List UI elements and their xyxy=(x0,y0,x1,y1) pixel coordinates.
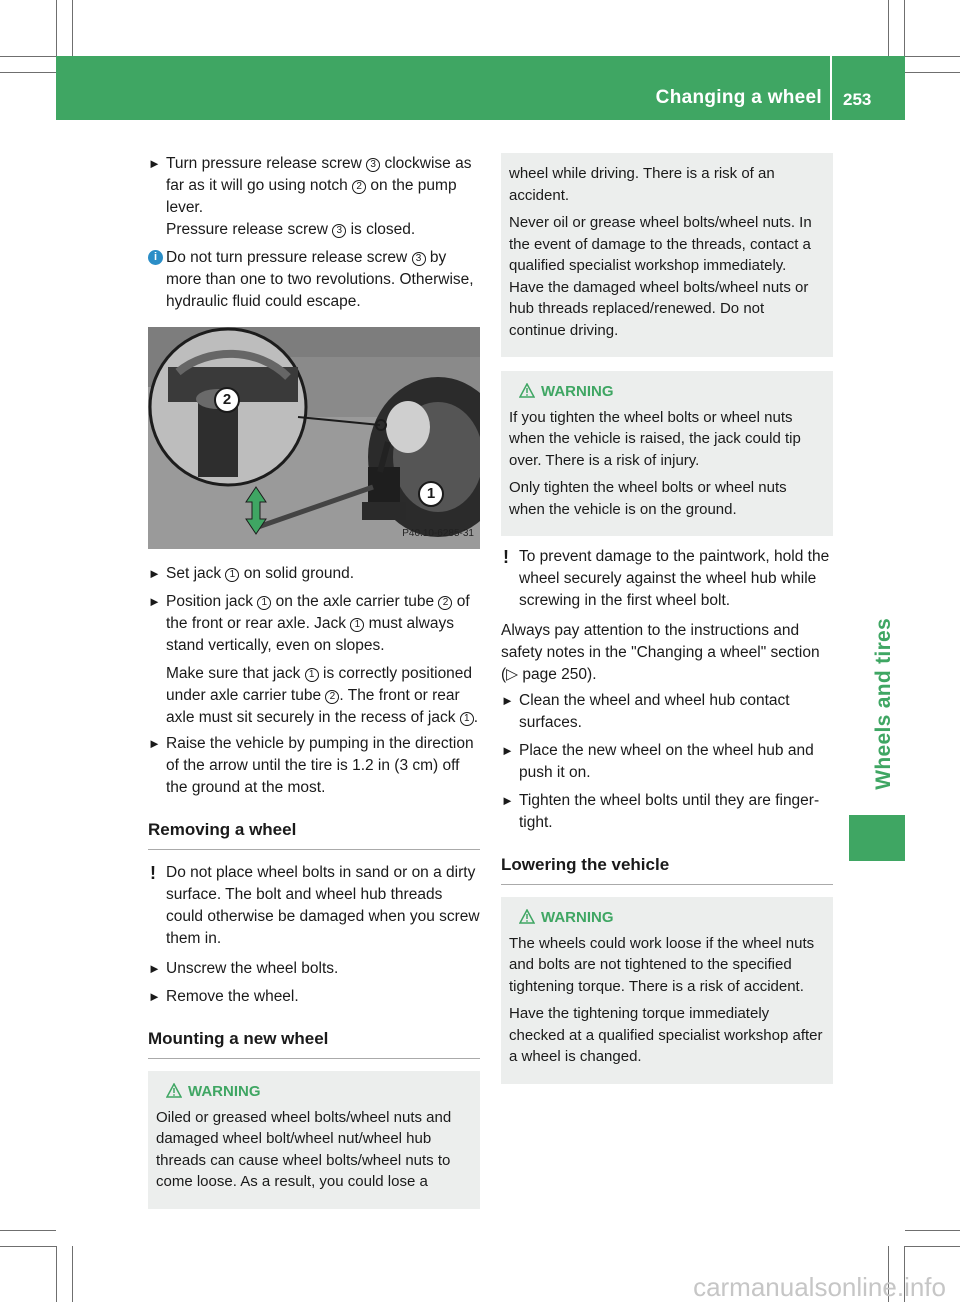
step-item: ► Place the new wheel on the wheel hub and push it on. xyxy=(501,742,814,781)
section-heading: Mounting a new wheel xyxy=(148,1020,480,1059)
step-arrow-icon: ► xyxy=(501,743,514,758)
warning-box: WARNING Oiled or greased wheel bolts/wheel nuts and damaged wheel bolt/wheel nut/wheel hub threads can cause wheel bolts/wheel nuts to come loose. As a result, you could lose a xyxy=(148,1071,480,1209)
step-detail: Make sure that jack 1 is correctly positioned under axle carrier tube 2 . The front or rear axle must sit securely in the recess of jack 1 . xyxy=(166,665,479,726)
crop-mark xyxy=(56,1246,57,1302)
callout-number: 1 xyxy=(257,596,271,610)
callout-number: 3 xyxy=(366,158,380,172)
page-title: Changing a wheel xyxy=(655,87,822,108)
crop-mark xyxy=(0,1246,56,1247)
step-arrow-icon: ► xyxy=(148,594,161,609)
step-item: ► Remove the wheel. xyxy=(148,986,480,1008)
jack-illustration-graphic xyxy=(148,327,480,549)
callout-number: 2 xyxy=(325,690,339,704)
warning-heading: WARNING xyxy=(509,907,825,929)
info-icon: i xyxy=(148,250,163,265)
section-heading: Lowering the vehicle xyxy=(501,846,833,885)
body-paragraph: Always pay attention to the instructions and safety notes in the "Changing a wheel" section (▷ page 250). xyxy=(501,622,820,683)
callout-number: 2 xyxy=(438,596,452,610)
warning-triangle-icon xyxy=(166,1083,182,1098)
crop-mark xyxy=(0,56,56,57)
callout-number: 1 xyxy=(225,568,239,582)
jack-illustration xyxy=(148,327,480,549)
warning-box: WARNING If you tighten the wheel bolts or wheel nuts when the vehicle is raised, the jack could tip over. There is a risk of injury. Only tighten the wheel bolts or wheel nuts when the vehicle is on the ground. xyxy=(501,371,833,536)
caution-note: ! To prevent damage to the paintwork, hold the wheel securely against the wheel hub while screwing in the first wheel bolt. xyxy=(503,547,830,609)
crop-mark xyxy=(72,0,73,56)
crop-mark xyxy=(0,72,56,73)
step-arrow-icon: ► xyxy=(501,793,514,808)
crop-mark xyxy=(888,0,889,56)
step-arrow-icon: ► xyxy=(148,989,161,1004)
left-column xyxy=(148,153,480,1219)
step-arrow-icon: ► xyxy=(148,156,161,171)
crop-mark xyxy=(905,72,960,73)
warning-box-continued: wheel while driving. There is a risk of an accident. Never oil or grease wheel bolts/wheel nuts. In the event of damage to the threads, contact a qualified specialist workshop immediately. Have the damaged wheel bolts/wheel nuts or hub threads replaced/renewed. Do not continue driving. xyxy=(501,153,833,357)
exclamation-icon: ! xyxy=(150,863,156,883)
warning-box: WARNING The wheels could work loose if the wheel nuts and bolts are not tightened to the specified tightening torque. There is a risk of accident. Have the tightening torque immediately checked at a qualified specialist workshop after a wheel is changed. xyxy=(501,897,833,1084)
figure-code: P40.10-6285-31 xyxy=(402,528,474,539)
exclamation-icon: ! xyxy=(503,547,509,567)
step-arrow-icon: ► xyxy=(148,566,161,581)
section-heading: Removing a wheel xyxy=(148,811,480,850)
step-result: Pressure release screw 3 is closed. xyxy=(166,221,416,238)
step-item: ► Turn pressure release screw 3 clockwise as far as it will go using notch 2 on the pump lever. Pressure release screw 3 is closed. xyxy=(148,153,480,241)
step-item: ► Set jack 1 on solid ground. xyxy=(148,563,480,585)
callout-number: 1 xyxy=(350,618,364,632)
caution-note: ! Do not place wheel bolts in sand or on a dirty surface. The bolt and wheel hub threads could otherwise be damaged when you screw them in. xyxy=(150,863,480,947)
step-item: ► Raise the vehicle by pumping in the direction of the arrow until the tire is 1.2 in (3 cm) off the ground at the most. xyxy=(148,735,474,796)
crop-mark xyxy=(0,1230,56,1231)
step-arrow-icon: ► xyxy=(148,961,161,976)
info-note: i Do not turn pressure release screw 3 by more than one to two revolutions. Otherwise, hydraulic fluid could escape. xyxy=(148,247,480,313)
step-arrow-icon: ► xyxy=(148,736,161,751)
step-item: ► Unscrew the wheel bolts. xyxy=(148,958,480,980)
step-item: ► Clean the wheel and wheel hub contact surfaces. xyxy=(501,692,790,731)
callout-number: 1 xyxy=(305,668,319,682)
right-column xyxy=(501,153,833,1094)
header-divider xyxy=(830,56,832,120)
callout-number: 3 xyxy=(412,252,426,266)
crop-mark xyxy=(72,1246,73,1302)
warning-triangle-icon xyxy=(519,909,535,924)
step-item: ► Position jack 1 on the axle carrier tube 2 of the front or rear axle. Jack 1 must always stand vertically, even on slopes. xyxy=(148,593,470,654)
crop-mark xyxy=(904,0,905,56)
section-tab-marker xyxy=(849,815,905,861)
callout-number: 3 xyxy=(332,224,346,238)
crop-mark xyxy=(905,56,960,57)
watermark: carmanualsonline.info xyxy=(693,1272,946,1302)
callout-number: 1 xyxy=(460,712,474,726)
callout-1-badge: 1 xyxy=(418,481,444,507)
step-arrow-icon: ► xyxy=(501,693,514,708)
crop-mark xyxy=(905,1246,960,1247)
crop-mark xyxy=(905,1230,960,1231)
section-tab-label: Wheels and tires xyxy=(872,618,895,790)
warning-heading: WARNING xyxy=(156,1081,472,1103)
callout-number: 2 xyxy=(352,180,366,194)
step-item: ► Tighten the wheel bolts until they are finger-tight. xyxy=(501,792,820,831)
page-number: 253 xyxy=(843,90,872,109)
warning-heading: WARNING xyxy=(509,381,825,403)
callout-2-badge: 2 xyxy=(214,387,240,413)
crop-mark xyxy=(56,0,57,56)
warning-triangle-icon xyxy=(519,383,535,398)
